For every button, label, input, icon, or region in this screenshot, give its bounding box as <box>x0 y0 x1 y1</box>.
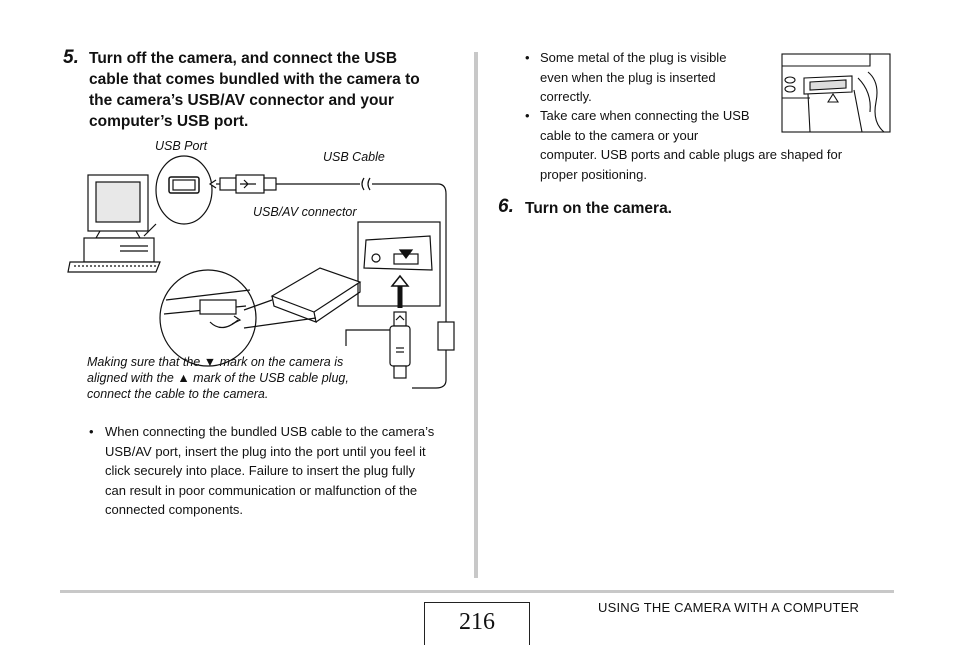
step-5-title-line: the camera’s USB/AV connector and your <box>89 92 394 109</box>
mini-usb-plug-icon <box>390 312 410 378</box>
usb-plug-icon <box>220 175 360 193</box>
camera-body-icon <box>272 268 360 322</box>
note-line: even when the plug is inserted <box>540 69 716 85</box>
note-line: proper positioning. <box>540 166 647 182</box>
step-5-title-line: cable that comes bundled with the camera to <box>89 71 420 88</box>
right-bullet-2 <box>525 106 775 145</box>
right-bullet-1 <box>525 48 775 107</box>
computer-monitor-icon <box>68 175 160 272</box>
note-line: USB/AV port, insert the plug into the port until you feel it <box>105 443 426 459</box>
right-continuation <box>540 145 880 184</box>
step-5-title-line: Turn off the camera, and connect the USB <box>89 50 398 67</box>
bullet-dot: • <box>89 424 94 439</box>
caption-line: Making sure that the ▼ mark on the camera is <box>87 355 344 369</box>
step-5-title-line: computer’s USB port. <box>89 113 249 130</box>
section-title: USING THE CAMERA WITH A COMPUTER <box>598 600 860 615</box>
note-line: computer. USB ports and cable plugs are shaped for <box>540 147 843 162</box>
usb-insert-note <box>89 422 469 520</box>
note-line: When connecting the bundled USB cable to the camera’s <box>105 424 435 439</box>
step-6-number: 6. <box>498 196 514 217</box>
note-line: Take care when connecting the USB <box>540 108 750 123</box>
step-6-title: Turn on the camera. <box>525 200 672 217</box>
figure-caption <box>87 354 387 402</box>
usb-port-callout <box>144 156 212 236</box>
note-line: click securely into place. Failure to insert the plug fully <box>105 463 415 478</box>
bullet-dot: • <box>525 50 530 65</box>
usbav-connector-label: USB/AV connector <box>253 205 357 219</box>
note-line: Some metal of the plug is visible <box>540 50 727 65</box>
usb-cable-label: USB Cable <box>323 150 385 164</box>
caption-line: aligned with the ▲ mark of the USB cable plug, <box>87 371 349 385</box>
usb-port-label: USB Port <box>155 139 208 153</box>
bullet-dot: • <box>525 108 530 123</box>
note-line: cable to the camera or your <box>540 127 699 143</box>
caption-line: connect the cable to the camera. <box>87 387 269 401</box>
plug-inserted-illustration <box>780 52 892 134</box>
note-line: correctly. <box>540 89 592 104</box>
step-5-number: 5. <box>63 47 79 68</box>
footer-rule <box>60 590 894 593</box>
note-line: connected components. <box>105 502 244 517</box>
column-divider <box>474 52 478 578</box>
page-number: 216 <box>424 602 530 645</box>
step-5-title <box>89 48 469 132</box>
note-line: can result in poor communication or malfunction of the <box>105 482 418 498</box>
